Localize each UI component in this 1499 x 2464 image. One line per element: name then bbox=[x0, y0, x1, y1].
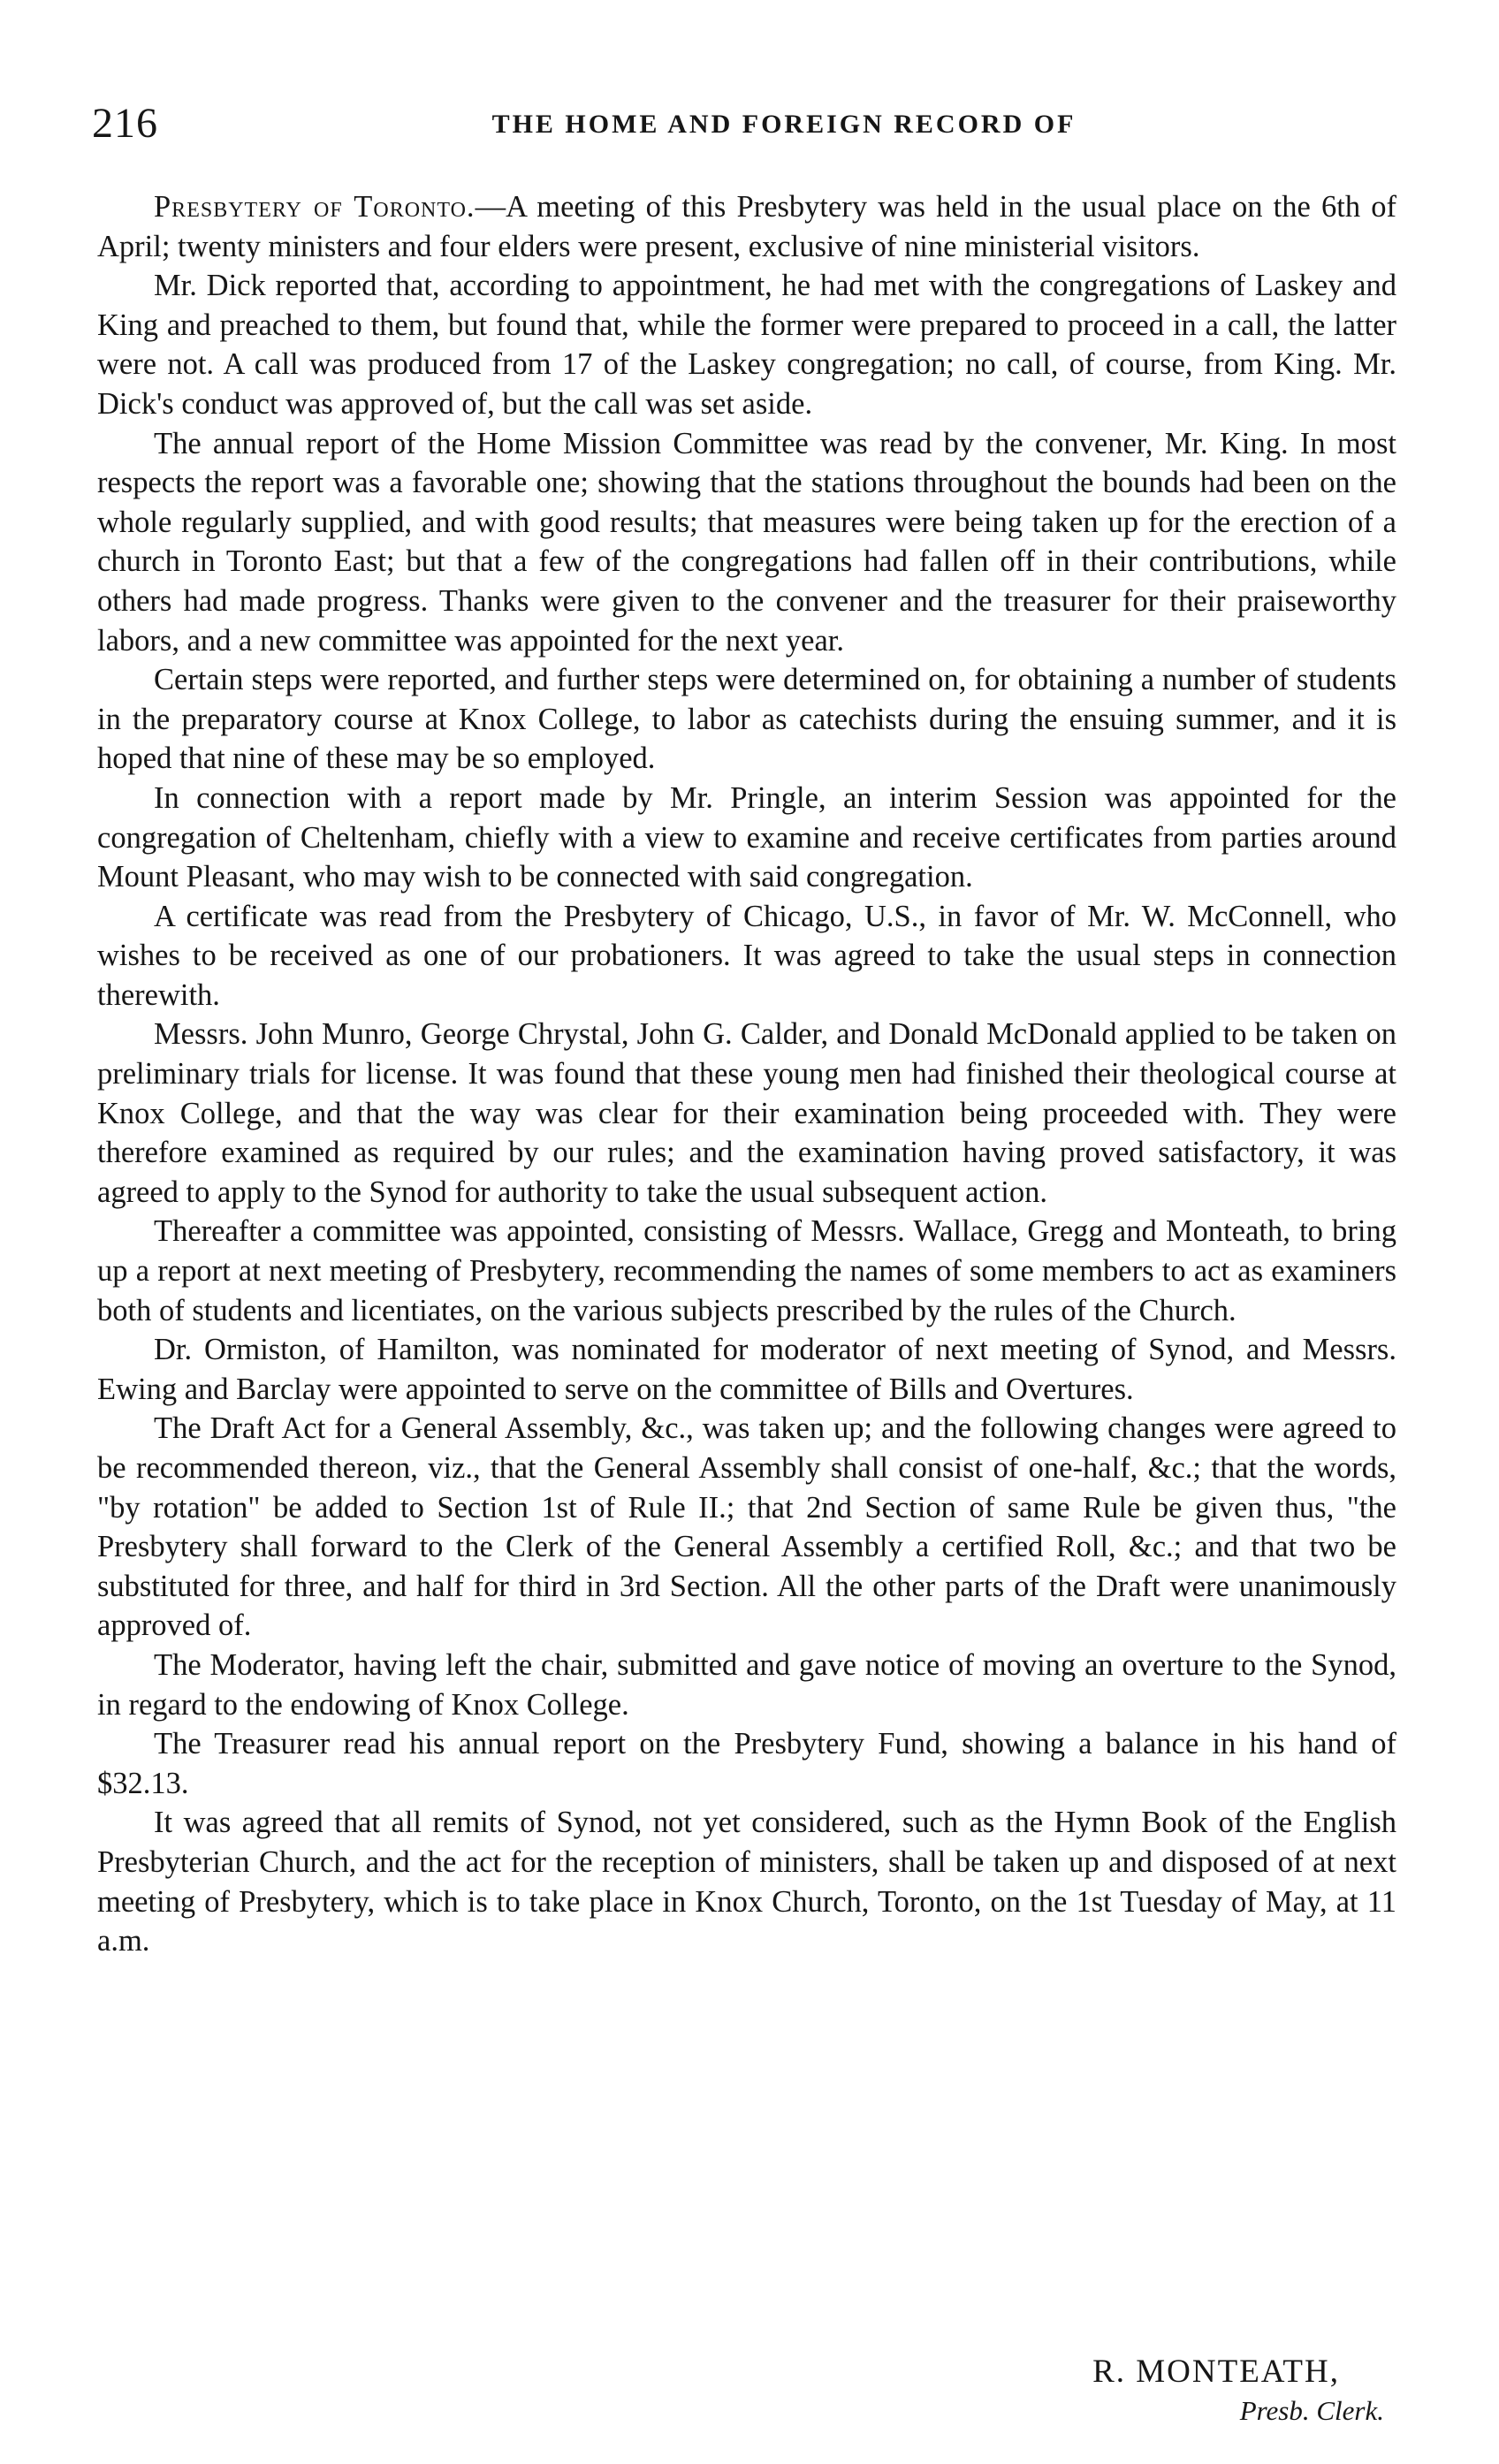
paragraph-7: Messrs. John Munro, George Chrystal, John G. Calder, and Donald McDonald applied to be taken on preliminary trials for license. It was found that these young men had finished their theological course at Knox College, and that the way was clear for their examination being proceeded with. They were therefore examined as required by our rules; and the examination having proved satisfactory, it was agreed to apply to the Synod for authority to take the usual subsequent action. bbox=[97, 1017, 1396, 1209]
paragraph-6: A certificate was read from the Presbytery of Chicago, U.S., in favor of Mr. W. McConnell, who wishes to be received as one of our probationers. It was agreed to take the usual steps in connection therewith. bbox=[97, 899, 1396, 1012]
paragraph-3: The annual report of the Home Mission Committee was read by the convener, Mr. King. In most respects the report was a favorable one; showing that the stations throughout the bounds had been on the whole regularly supplied, and with good results; that measures were being taken up for the erection of a church in Toronto East; but that a few of the congregations had fallen off in their contributions, while others had made progress. Thanks were given to the convener and the treasurer for their praiseworthy labors, and a new committee was appointed for the next year. bbox=[97, 426, 1396, 658]
article-body bbox=[97, 187, 1396, 1961]
paragraph-2: Mr. Dick reported that, according to appointment, he had met with the congregations of Laskey and King and preached to them, but found that, while the former were prepared to proceed in a call, the latter were not. A call was produced from 17 of the Laskey congregation; no call, of course, from King. Mr. Dick's conduct was approved of, but the call was set aside. bbox=[97, 269, 1396, 421]
running-head bbox=[92, 97, 1396, 150]
paragraph-11: The Moderator, having left the chair, submitted and gave notice of moving an overture to the Synod, in regard to the endowing of Knox College. bbox=[97, 1647, 1396, 1722]
running-title: THE HOME AND FOREIGN RECORD OF bbox=[491, 110, 1077, 139]
paragraph-4: Certain steps were reported, and further steps were determined on, for obtaining a number of students in the preparatory course at Knox College, to labor as catechists during the ensuing summer, and it is hoped that nine of these may be so employed. bbox=[97, 663, 1396, 776]
paragraph-9: Dr. Ormiston, of Hamilton, was nominated for moderator of next meeting of Synod, and Messrs. Ewing and Barclay were appointed to serve on the committee of Bills and Overtures. bbox=[97, 1333, 1396, 1406]
paragraph-10: The Draft Act for a General Assembly, &c., was taken up; and the following changes were agreed to be recommended thereon, viz., that the General Assembly shall consist of one-half, &c.; that the words, "by rotation" be added to Section 1st of Rule II.; that 2nd Section of same Rule be given thus, "the Presbytery shall forward to the Clerk of the General Assembly a certified Roll, &c.; and that two be substituted for three, and half for third in 3rd Section. All the other parts of the Draft were unanimously approved of. bbox=[97, 1411, 1396, 1643]
paragraph-8: Thereafter a committee was appointed, consisting of Messrs. Wallace, Gregg and Monteath, to bring up a report at next meeting of Presbytery, recommending the names of some members to act as examiners both of students and licentiates, on the various subjects prescribed by the rules of the Church. bbox=[97, 1214, 1396, 1327]
paragraph-13: It was agreed that all remits of Synod, not yet considered, such as the Hymn Book of the English Presbyterian Church, and the act for the reception of ministers, shall be taken up and disposed of at next meeting of Presbytery, which is to take place in Knox Church, Toronto, on the 1st Tuesday of May, at 11 a.m. bbox=[97, 1806, 1396, 1958]
signature-name: R. MONTEATH, bbox=[1092, 2354, 1340, 2390]
section-heading: Presbytery of Toronto. bbox=[154, 190, 476, 224]
paragraph-5: In connection with a report made by Mr. Pringle, an interim Session was appointed for the congregation of Cheltenham, chiefly with a view to examine and receive certificates from parties around Mount Pleasant, who may wish to be connected with said congregation. bbox=[97, 780, 1396, 894]
signature-title: Presb. Clerk. bbox=[1239, 2395, 1384, 2426]
paragraph-1 bbox=[97, 187, 1396, 266]
signature-block bbox=[925, 2351, 1384, 2429]
paragraph-12: The Treasurer read his annual report on the Presbytery Fund, showing a balance in his hand of $32.13. bbox=[97, 1727, 1396, 1800]
paragraph-1-text: —A meeting of this Presbytery was held in the usual place on the 6th of April; twenty ministers and four elders were present, exclusive of nine ministerial visitors. bbox=[97, 190, 1396, 263]
page-number: 216 bbox=[92, 100, 158, 147]
